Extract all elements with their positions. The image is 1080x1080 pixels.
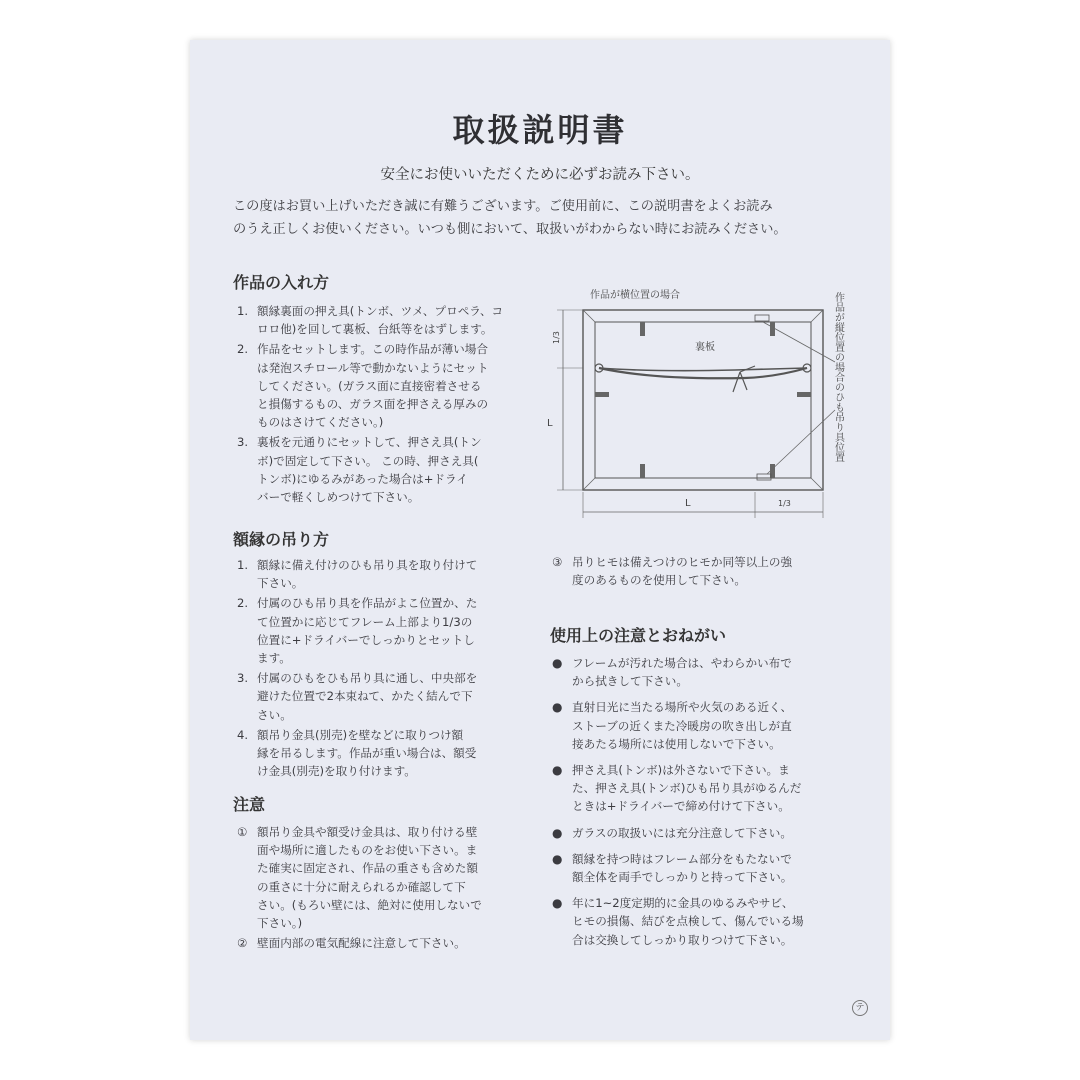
page-mark: テ bbox=[852, 1000, 868, 1016]
list-item: ● ガラスの取扱いには充分注意して下さい。 bbox=[550, 824, 870, 842]
hang-steps-list bbox=[233, 556, 553, 782]
caution-list bbox=[233, 823, 553, 954]
list-item: ① 額吊り金具や額受け金具は、取り付ける壁 面や場所に適したものをお使い下さい。ま た確実に固定され、作品の重さも含めた額 の重さに十分に耐えられるか確認して下 さい。(もろい壁には、絶対に使用しないで 下さい。) bbox=[237, 825, 482, 931]
insert-steps-list bbox=[233, 302, 553, 508]
section-heading-caution: 注意 bbox=[233, 795, 266, 814]
list-item: ● 年に1~2度定期的に金具のゆるみやサビ、 ヒモの損傷、結びを点検して、傷んでいる場 合は交換してしっかり取りつけて下さい。 bbox=[552, 896, 804, 947]
list-item: ● 押さえ具(トンボ)は外さないで下さい。ま た、押さえ具(トンボ)ひも吊り具がゆるんだ ときは+ドライバーで締め付けて下さい。 bbox=[552, 763, 802, 814]
side-hanger-icon bbox=[757, 474, 771, 480]
intro-line: のうえ正しくお使いください。いつも側において、取扱いがわからない時にお読みください。 bbox=[233, 222, 787, 237]
list-item: 2. 付属のひも吊り具を作品がよこ位置か、た て位置かに応じてフレーム上部より1/3の 位置に+ドライバーでしっかりとセットし ます。 bbox=[237, 596, 478, 666]
frame-diagram bbox=[535, 280, 885, 530]
list-item: 1. 額縁に備え付けのひも吊り具を取り付けて 下さい。 bbox=[237, 558, 478, 591]
section-heading-hang: 額縁の吊り方 bbox=[233, 530, 330, 549]
clip-icon bbox=[640, 464, 645, 478]
frame-diagram-svg bbox=[535, 280, 885, 530]
list-item: ● 額縁を持つ時はフレーム部分をもたないで 額全体を両手でしっかりと持って下さい。 bbox=[552, 851, 793, 885]
clip-icon bbox=[770, 322, 775, 336]
list-item: 1. 額縁裏面の押え具(トンボ、ツメ、プロペラ、コ ロロ他)を回して裏板、台紙等をはずします。 bbox=[237, 304, 504, 337]
hang-step-3-right bbox=[548, 553, 868, 591]
list-item: ● 直射日光に当たる場所や火気のある近く、 ストーブの近くまた冷暖房の吹き出しが直 接あたる場所には使用しないで下さい。 bbox=[552, 700, 793, 751]
dimension-l-bottom: L bbox=[685, 498, 691, 509]
bullet-icon: ● bbox=[552, 656, 563, 670]
bullet-icon: ● bbox=[552, 700, 563, 715]
list-item: 3. 裏板を元通りにセットして、押さえ具(トン ボ)で固定して下さい。 この時、押さえ具( トンボ)にゆるみがあった場合は+ドライ バーで軽くしめつけて下さい。 bbox=[237, 435, 482, 505]
dimension-third-bottom: 1/3 bbox=[778, 499, 791, 508]
clip-icon bbox=[640, 322, 645, 336]
bullet-icon: ● bbox=[552, 851, 563, 866]
clip-icon bbox=[797, 392, 811, 397]
list-item: ③ 吊りヒモは備えつけのヒモか同等以上の強 度のあるものを使用して下さい。 bbox=[552, 555, 793, 588]
side-hanger-icon bbox=[755, 315, 769, 321]
dimension-third-top: 1/3 bbox=[552, 331, 561, 344]
frame-outer bbox=[583, 310, 823, 490]
bullet-icon: ● bbox=[552, 896, 563, 911]
intro-paragraph bbox=[233, 195, 858, 241]
dimension-l-left: L bbox=[547, 418, 553, 429]
section-heading-insert: 作品の入れ方 bbox=[233, 273, 330, 292]
document-subtitle: 安全にお使いいただくために必ずお読み下さい。 bbox=[380, 167, 700, 183]
bullet-icon: ● bbox=[552, 763, 563, 778]
list-item: 4. 額吊り金具(別売)を壁などに取りつけ額 縁を吊るします。作品が重い場合は、額受 け金具(別売)を取り付けます。 bbox=[237, 727, 477, 779]
clip-icon bbox=[595, 392, 609, 397]
document-title: 取扱説明書 bbox=[452, 111, 628, 149]
section-heading-usage: 使用上の注意とおねがい bbox=[550, 626, 727, 645]
list-item: 3. 付属のひもをひも吊り具に通し、中央部を 避けた位置で2本束ねて、かたく結んで下 さい。 bbox=[237, 671, 478, 722]
intro-line: この度はお買い上げいただき誠に有難うございます。ご使用前に、この説明書をよくお読み bbox=[233, 199, 773, 214]
instruction-sheet bbox=[190, 40, 890, 1040]
diagram-label-backboard: 裏板 bbox=[695, 342, 715, 353]
diagram-label-portrait: 作品が縦位置の場合のひも吊り具位置 bbox=[832, 292, 844, 462]
usage-list bbox=[550, 654, 870, 957]
list-item: ● フレームが汚れた場合は、やわらかい布で から拭きして下さい。 bbox=[552, 656, 792, 689]
list-item: 2. 作品をセットします。この時作品が薄い場合 は発泡スチロール等で動かないようにセット してください。(ガラス面に直接密着させる と損傷するもの、ガラス面を押さえる厚みの ものはさけてください。) bbox=[237, 342, 489, 430]
bullet-icon: ● bbox=[552, 825, 563, 840]
list-item: ② 壁面内部の電気配線に注意して下さい。 bbox=[237, 936, 466, 951]
diagram-label-landscape: 作品が横位置の場合 bbox=[590, 290, 680, 301]
